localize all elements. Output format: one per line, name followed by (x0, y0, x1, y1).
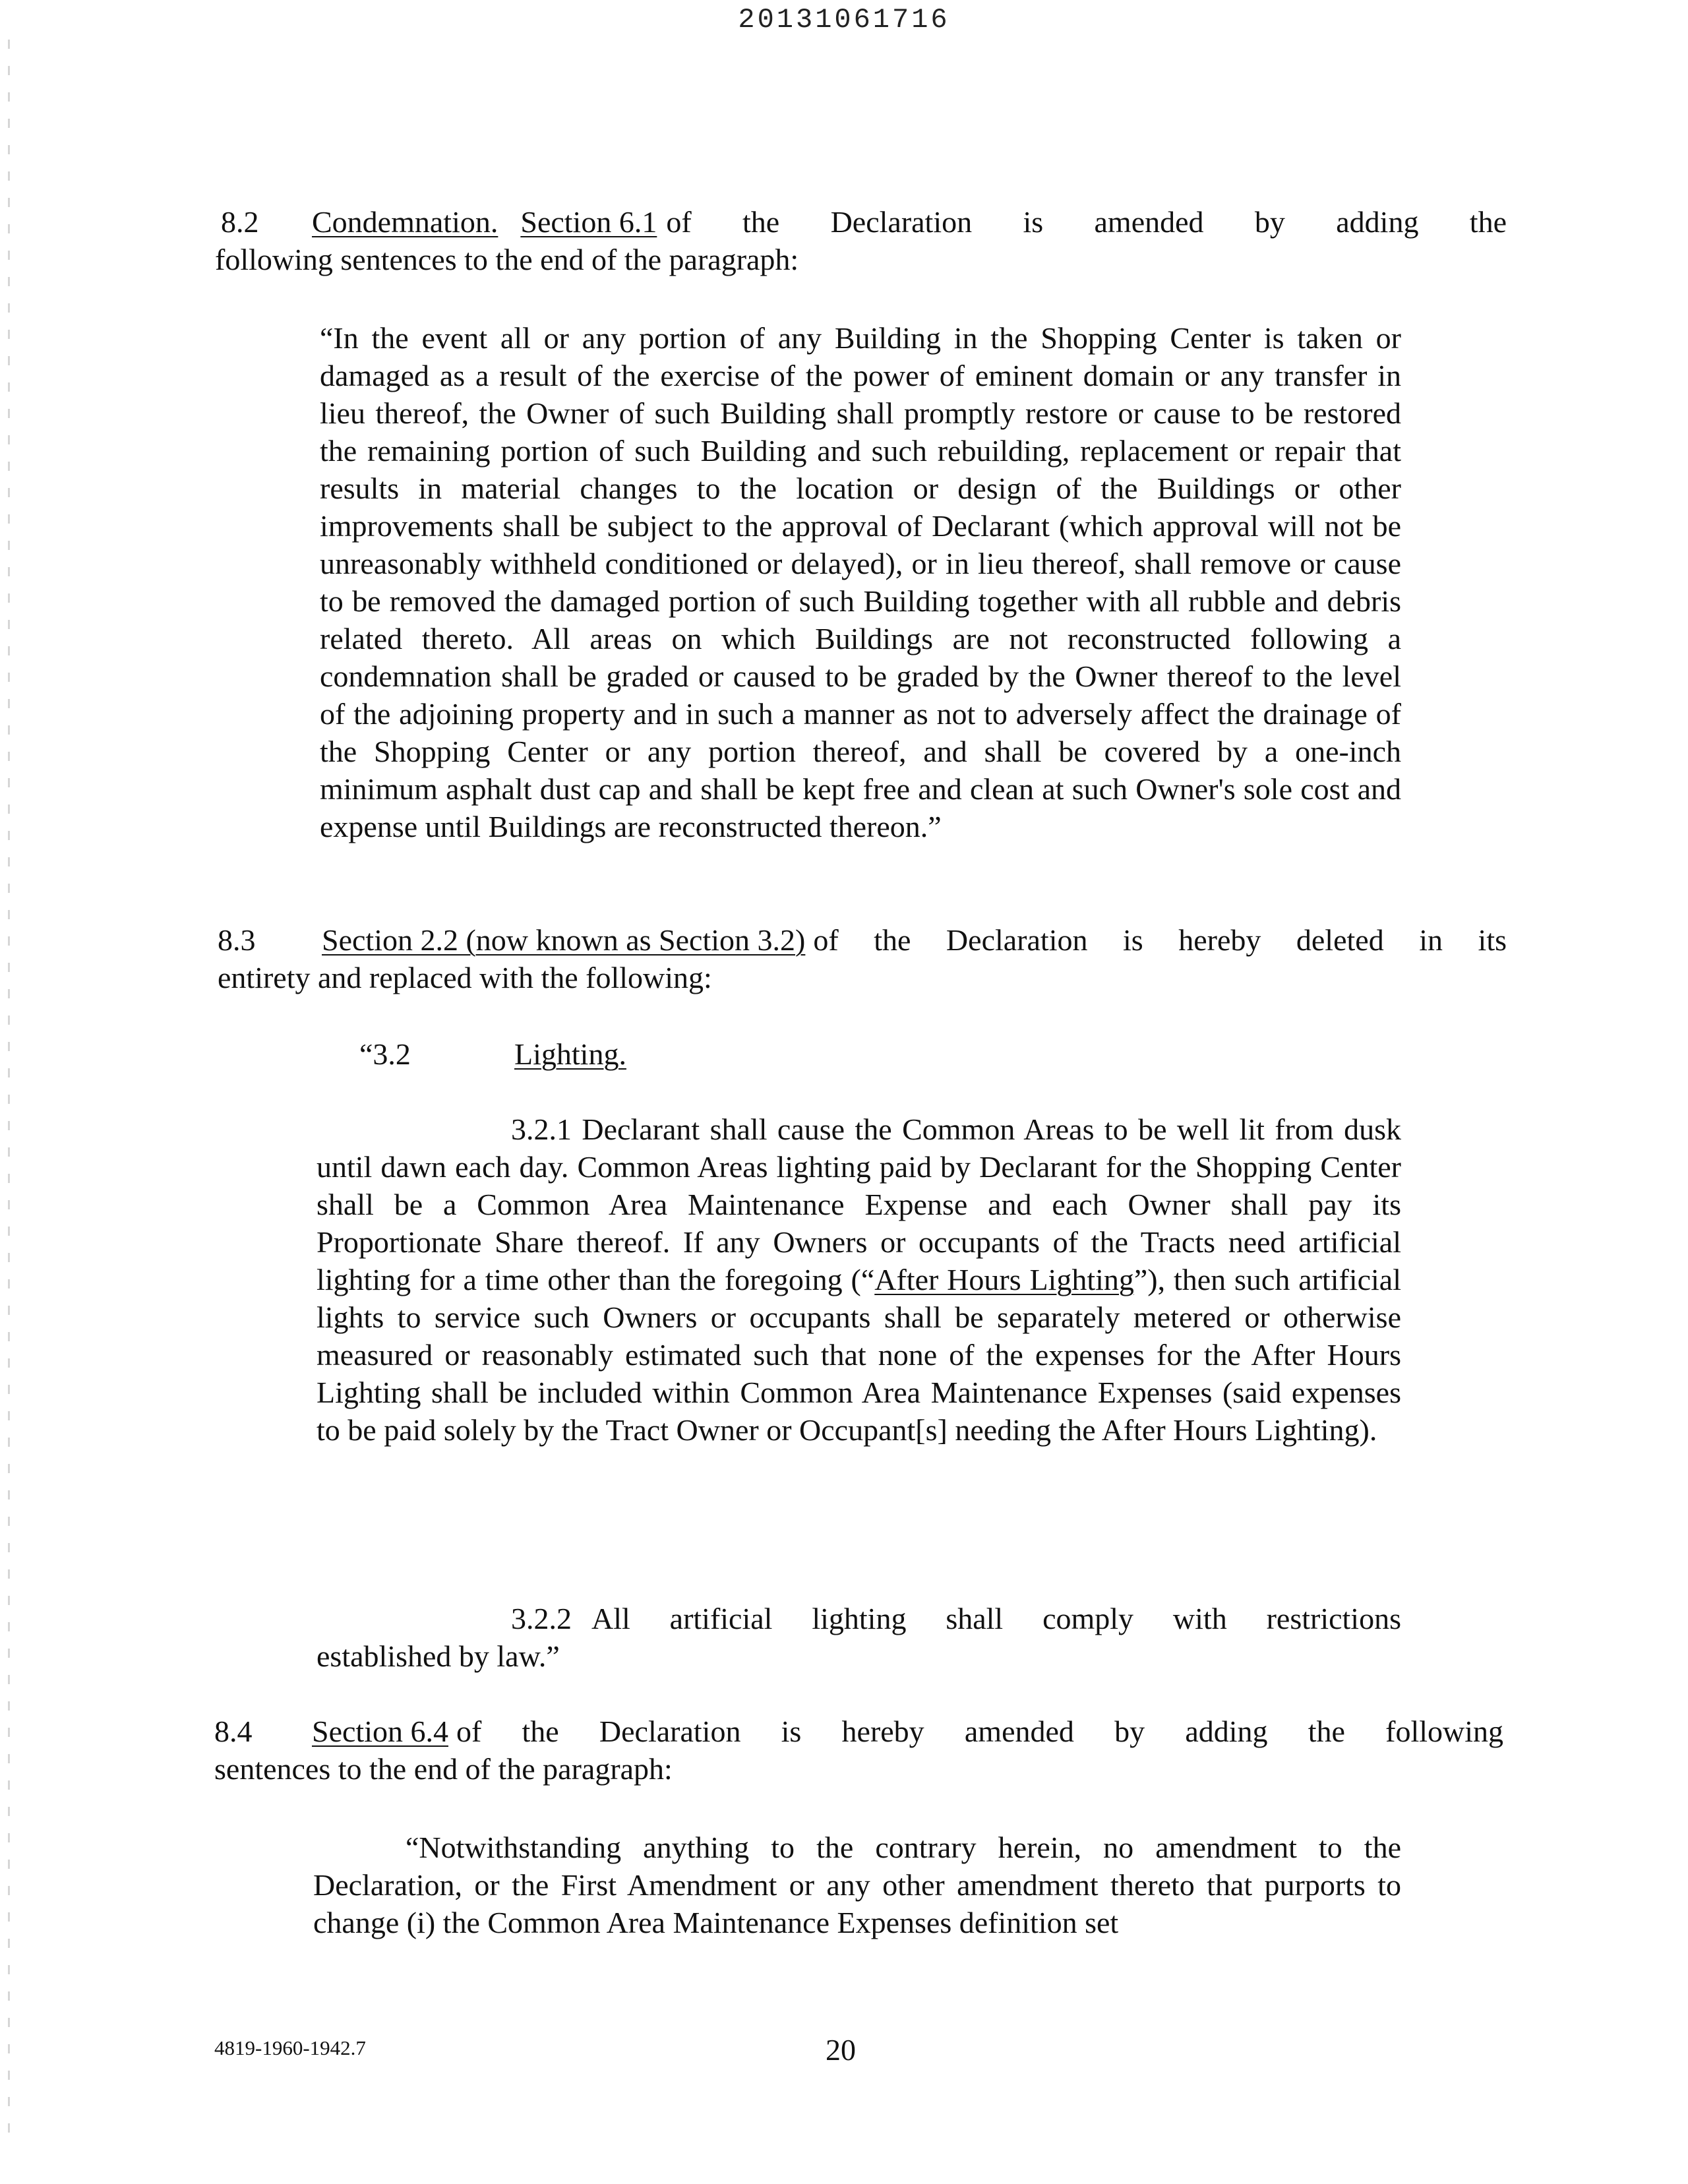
subsection-text-continued: ”), then such artificial lights to service such Owners or occupants shall be separately metered or otherwise measured or reasonably estimated such that none of the expenses for the After Hours Lighting shall be included within Common Area Maintenance Expenses (said expenses to be paid solely by the Tract Owner or Occupant[s] needing the After Hours Lighting). (316, 1263, 1401, 1447)
quoted-amendment-8-4 (313, 1829, 1401, 1941)
section-number: 8.4 (214, 1714, 253, 1748)
subsection-text: Declarant shall cause the Common Areas to be well lit from dusk until dawn each day. Common Areas lighting paid by Declarant for the Shopping Center shall be a Common Area Maintenance Expense and each Owner shall pay its Proportionate Share thereof. If any Owners or occupants of the Tracts need artificial lighting for a time other than the foregoing (“ (316, 1112, 1402, 1296)
scan-edge-artifact (8, 40, 10, 2150)
quoted-text: “Notwithstanding anything to the contrary herein, no amendment to the Declaration, or the First Amendment or any other amendment thereto that purports to change (i) the Common Area Maintenance Expenses definition set (313, 1831, 1401, 1939)
section-reference: Section 6.1 (520, 205, 657, 239)
section-reference: Section 2.2 (now known as Section 3.2) (322, 923, 806, 957)
section-8-4 (214, 1713, 1503, 1788)
section-number: 8.2 (221, 205, 259, 239)
section-lead-text: of the Declaration is hereby amended by adding the following (456, 1714, 1503, 1748)
subsection-number: “3.2 (359, 1037, 411, 1071)
recording-number: 20131061716 (738, 4, 950, 36)
section-tail-text: entirety and replaced with the following: (218, 961, 712, 994)
section-tail-text: sentences to the end of the paragraph: (214, 1752, 673, 1786)
section-heading: Condemnation. (312, 205, 498, 239)
subsection-3-2-heading (359, 1035, 887, 1073)
subsection-lead-text: All artificial lighting shall comply with restrictions (591, 1602, 1401, 1635)
subsection-3-2-1 (316, 1110, 1401, 1449)
subsection-number: 3.2.1 (511, 1112, 572, 1146)
document-id: 4819-1960-1942.7 (214, 2036, 366, 2059)
page-number: 20 (826, 2033, 856, 2067)
subsection-3-2-2 (316, 1600, 1401, 1675)
section-number: 8.3 (218, 923, 256, 957)
defined-term: After Hours Lighting (874, 1263, 1134, 1296)
section-lead-text: of the Declaration is amended by adding the (666, 205, 1507, 239)
section-8-3 (218, 921, 1507, 996)
subsection-number: 3.2.2 (511, 1602, 572, 1635)
subsection-tail-text: established by law.” (316, 1639, 560, 1673)
section-8-2 (215, 203, 1507, 278)
quoted-text: “In the event all or any portion of any Building in the Shopping Center is taken or damaged as a result of the exercise of the power of eminent domain or any transfer in lieu thereof, the Owner of such Building shall promptly restore or cause to be restored the remaining portion of such Building and such rebuilding, replacement or repair that results in material changes to the location or design of the Buildings or other improvements shall be subject to the approval of Declarant (which approval will not be unreasonably withheld conditioned or delayed), or in lieu thereof, shall remove or cause to be removed the damaged portion of such Building together with all rubble and debris related thereto. All areas on which Buildings are not reconstructed following a condemnation shall be graded or caused to be graded by the Owner thereof to the level of the adjoining property and in such a manner as not to adversely affect the drainage of the Shopping Center or any portion thereof, and shall be covered by a one-inch minimum asphalt dust cap and shall be kept free and clean at such Owner's sole cost and expense until Buildings are reconstructed thereon.” (320, 321, 1401, 843)
section-reference: Section 6.4 (312, 1714, 448, 1748)
section-lead-text: of the Declaration is hereby deleted in its (813, 923, 1507, 957)
subsection-heading: Lighting. (514, 1037, 626, 1071)
section-tail-text: following sentences to the end of the paragraph: (215, 243, 799, 276)
quoted-amendment-8-2 (320, 319, 1401, 845)
